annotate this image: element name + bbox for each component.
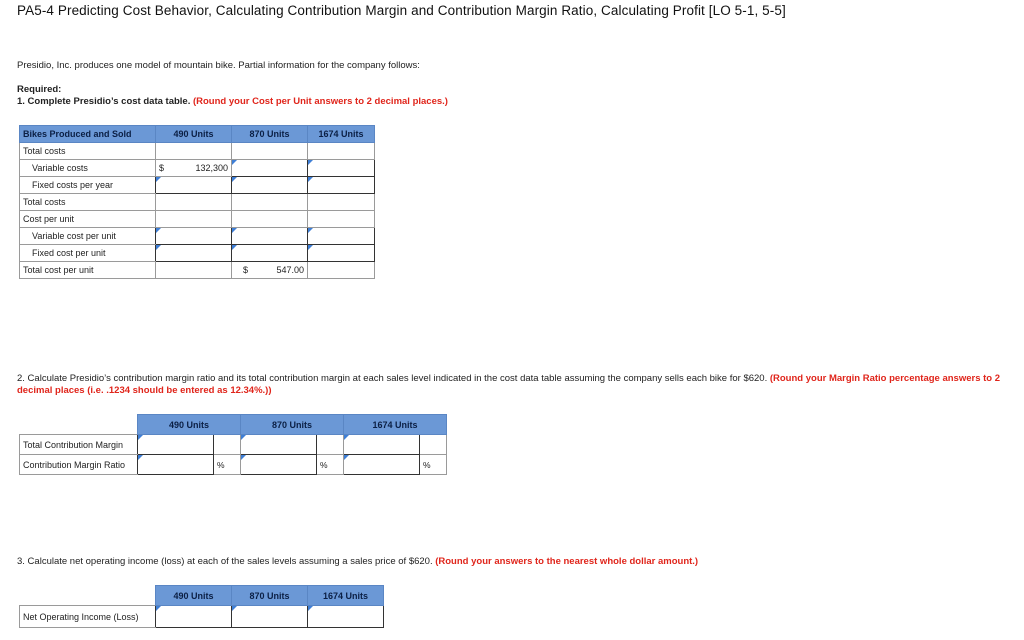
input-fcpu-870[interactable] [232, 245, 308, 262]
percent-sign: % [420, 455, 447, 475]
col-header-870: 870 Units [232, 586, 308, 606]
row-label-fixed-costs: Fixed costs per year [20, 177, 156, 194]
input-cm-ratio-1674[interactable] [344, 455, 420, 475]
input-cm-ratio-870[interactable] [241, 455, 317, 475]
input-total-cm-1674[interactable] [344, 435, 420, 455]
input-noi-490[interactable] [156, 606, 232, 628]
q2-note: (Round your Margin Ratio percentage answers to 2 decimal places (i.e. .1234 should be entered as 12.34%.)) [17, 373, 1001, 396]
q3-instruction [17, 556, 698, 567]
input-cm-ratio-490[interactable] [138, 455, 214, 475]
value: 132,300 [195, 163, 228, 173]
page-title: PA5-4 Predicting Cost Behavior, Calculating Contribution Margin and Contribution Margin Ratio, Calculating Profit [LO 5-1, 5-5] [17, 3, 786, 18]
col-header-490: 490 Units [156, 126, 232, 143]
row-label-variable-cost-per-unit: Variable cost per unit [20, 228, 156, 245]
value: 547.00 [276, 265, 304, 275]
row-label-total-cost-per-unit: Total cost per unit [20, 262, 156, 279]
row-label-fixed-cost-per-unit: Fixed cost per unit [20, 245, 156, 262]
input-noi-1674[interactable] [308, 606, 384, 628]
row-label-total-cm: Total Contribution Margin [20, 435, 138, 455]
dollar-sign: $ [159, 163, 165, 173]
row-label-variable-costs: Variable costs [20, 160, 156, 177]
net-operating-income-table [19, 585, 384, 628]
row-label-cost-per-unit: Cost per unit [20, 211, 156, 228]
col-header-870: 870 Units [241, 415, 344, 435]
given-variable-costs-490 [156, 160, 232, 177]
q1-instruction [17, 96, 448, 107]
input-fixed-costs-1674[interactable] [308, 177, 375, 194]
q2-instruction [17, 373, 1007, 397]
intro-text: Presidio, Inc. produces one model of mountain bike. Partial information for the company follows: [17, 60, 420, 71]
input-noi-870[interactable] [232, 606, 308, 628]
input-total-cm-490[interactable] [138, 435, 214, 455]
input-fcpu-1674[interactable] [308, 245, 375, 262]
input-fixed-costs-870[interactable] [232, 177, 308, 194]
row-label-total-costs-2: Total costs [20, 194, 156, 211]
q3-text: 3. Calculate net operating income (loss) at each of the sales levels assuming a sales price of $620. [17, 556, 433, 567]
input-variable-costs-1674[interactable] [308, 160, 375, 177]
q1-note: (Round your Cost per Unit answers to 2 decimal places.) [192, 96, 448, 107]
col-header-1674: 1674 Units [308, 586, 384, 606]
input-vcpu-870[interactable] [232, 228, 308, 245]
input-vcpu-1674[interactable] [308, 228, 375, 245]
percent-sign: % [317, 455, 344, 475]
input-fixed-costs-490[interactable] [156, 177, 232, 194]
col-header-1674: 1674 Units [344, 415, 447, 435]
input-total-cm-870[interactable] [241, 435, 317, 455]
col-header-bikes: Bikes Produced and Sold [20, 126, 156, 143]
input-fcpu-490[interactable] [156, 245, 232, 262]
row-label-total-costs: Total costs [20, 143, 156, 160]
percent-sign: % [214, 455, 241, 475]
cost-data-table [19, 125, 375, 279]
col-header-870: 870 Units [232, 126, 308, 143]
col-header-490: 490 Units [156, 586, 232, 606]
input-variable-costs-870[interactable] [232, 160, 308, 177]
q1-text: 1. Complete Presidio’s cost data table. [17, 96, 191, 107]
input-vcpu-490[interactable] [156, 228, 232, 245]
q3-note: (Round your answers to the nearest whole dollar amount.) [435, 556, 699, 567]
given-total-cpu-870 [232, 262, 308, 279]
col-header-1674: 1674 Units [308, 126, 375, 143]
q2-text: 2. Calculate Presidio’s contribution margin ratio and its total contribution margin at each sales level indicated in the cost data table assuming the company sells each bike for $620. [17, 373, 768, 384]
row-label-noi: Net Operating Income (Loss) [20, 606, 156, 628]
dollar-sign: $ [243, 265, 249, 275]
col-header-490: 490 Units [138, 415, 241, 435]
required-label: Required: [17, 84, 62, 95]
row-label-cm-ratio: Contribution Margin Ratio [20, 455, 138, 475]
contribution-margin-table [19, 414, 447, 475]
